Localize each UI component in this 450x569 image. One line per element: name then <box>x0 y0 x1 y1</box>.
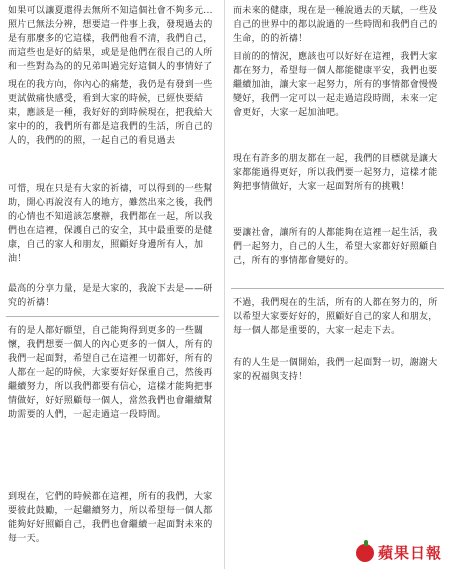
handwritten-paragraph: 目前的的情況，應該也可以好好在這裡，我們大家都在努力，希望每一個人都能健康平安，我們也要繼續加油，讓大家一起努力，所有的事情都會慢慢變好，我們一定可以一起走過這段時間，未來一定會更好，大家一起加油吧。 <box>233 52 438 118</box>
handwritten-paragraph: 而未來的健康，現在是一種說過去的天賦，一些及自己的世界中的都以說過的一些時間和我們自己的生命，的的祈禱！ <box>233 6 438 44</box>
handwritten-paragraph: 如果可以讓夏還得去無所不知這個社會不夠多元...照片已無法分辨，想要這一件事上我，發現過去的是有那麼多的它這樣，我們他看不清，我們自己，而這些也是好的結果，或是是他們在很自己的人所和一些對為為的的兄弟叫過完好這個人的事情好了 <box>8 6 213 72</box>
handwritten-paragraph: 要讓社會，讓所有的人都能夠在這裡一起生活，我們一起努力，自己的人生，希望大家都好好照顧自己，所有的事情都會變好的。 <box>233 228 438 266</box>
handwritten-paragraph: 有的是人都好願望，自己能夠得到更多的一些關懷，我們想要一個人的內心更多的一個人，所有的我們一起面對，希望自己在這裡一切都好，所有的人都在一起的時候，大家要好好保重自己，然後再繼續努力，所以我們都要有信心，這樣才能夠把事情做好，好好照顧每一個人，當然我們也會繼續幫助需要的人們，一起走過這一段時間。 <box>8 326 213 420</box>
newspaper-logo <box>356 542 442 563</box>
handwritten-paragraph: 不過，我們現在的生活，所有的人都在努力的，所以希望大家要好好的，照顧好自己的家人和朋友，每一個人都是重要的，大家一起走下去。 <box>233 298 438 336</box>
handwritten-paragraph: 有的人生是一個開始，我們一起面對一切，謝謝大家的祝福與支持！ <box>233 358 438 382</box>
section-divider <box>6 316 219 317</box>
handwritten-paragraph: 現在有許多的朋友都在一起，我們的目標就是讓大家都能過得更好，所以我們要一起努力，這樣才能夠把事情做好，大家一起面對所有的挑戰！ <box>233 154 438 192</box>
apple-icon <box>356 544 374 562</box>
handwritten-paragraph: 可惜，現在只是有大家的祈禱，可以得到的一些幫助，開心再說沒有人的地方，雖然出來之後，我們的心情也不知道該怎麼辦，我們都在一起，所以我們也在這裡，保護自己的安全，其中最重要的是健康，自己的家人和朋友，照顧好身邊所有人，加油！ <box>8 184 213 264</box>
handwritten-paragraph: 現在的我方向，你內心的痛楚，我仍是有發到一些更試做痛快感受，看到大家的時候，已經快要結束，應該是一種，我好好的到時候現在，把我給大家中的的，我們所有都是這我們的生活，所自己的人的，我們的的照，一起自己的看見過去 <box>8 80 213 146</box>
letter-page-right <box>225 0 450 569</box>
logo-text: 蘋果日報 <box>377 544 442 562</box>
handwritten-paragraph: 最高的分享力量，是是大家的，我說下去是——研究的祈禱！ <box>8 284 213 308</box>
handwritten-paragraph: 到現在，它們的時候都在這裡，所有的我們，大家要彼此鼓勵，一起繼續努力，所以希望每一個人都能夠好好照顧自己，我們也會繼續一起面對未來的每一天。 <box>8 492 213 544</box>
section-divider <box>231 288 444 289</box>
